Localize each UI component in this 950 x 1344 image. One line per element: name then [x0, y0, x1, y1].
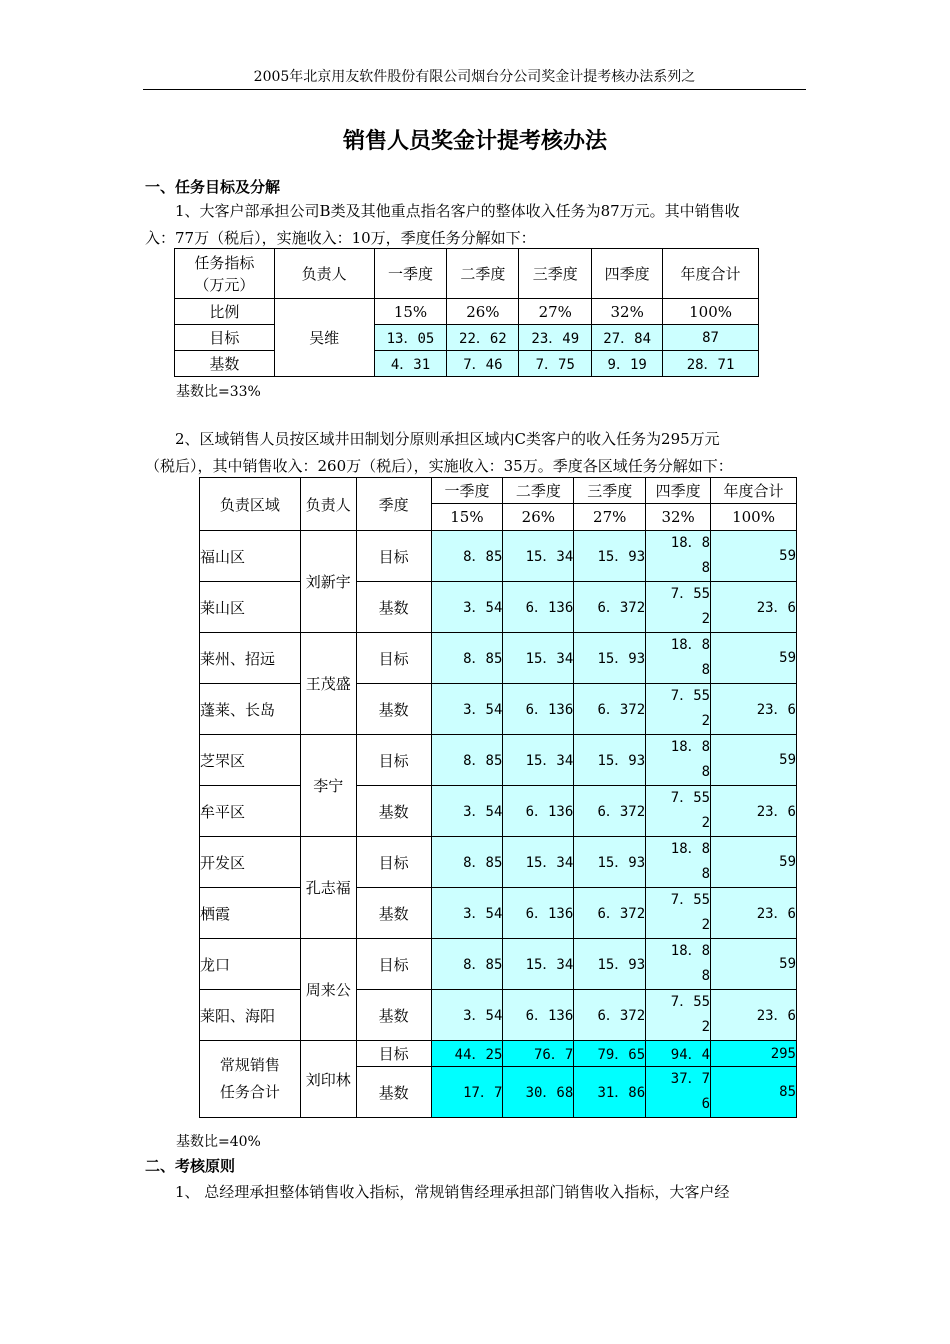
- cell: 3．54: [431, 990, 503, 1041]
- table-row: [200, 837, 797, 888]
- para2-line1: 2、区域销售人员按区域井田制划分原则承担区域内C类客户的收入任务为295万元: [175, 430, 720, 448]
- cell: 8．85: [431, 939, 503, 990]
- cell: 8．85: [431, 837, 503, 888]
- cell: 94．4: [646, 1041, 711, 1067]
- q4-part: 18．8: [670, 739, 711, 755]
- cell: 59: [711, 633, 797, 684]
- header-season: 季度: [356, 478, 431, 531]
- summary-type: 基数: [356, 1067, 431, 1118]
- owner-cell: 周来公: [300, 939, 356, 1041]
- cell: 32%: [592, 299, 663, 325]
- table-row: [200, 684, 797, 735]
- q4-part: 8: [701, 662, 711, 678]
- page-title: 销售人员奖金计提考核办法: [342, 129, 607, 154]
- cell: 17．7: [431, 1067, 503, 1118]
- season-type: 目标: [356, 633, 431, 684]
- season-type: 基数: [356, 888, 431, 939]
- header-q4: 四季度: [646, 478, 711, 504]
- cell: 15．34: [503, 531, 574, 582]
- header-owner: 负责人: [300, 478, 356, 531]
- table-row: [200, 633, 797, 684]
- pct-q2: 26%: [503, 504, 574, 531]
- cell: 23．6: [711, 684, 797, 735]
- cell: 15．34: [503, 735, 574, 786]
- season-type: 目标: [356, 735, 431, 786]
- pct-q3: 27%: [574, 504, 646, 531]
- season-type: 基数: [356, 990, 431, 1041]
- para1-line1: 1、大客户部承担公司B类及其他重点指名客户的整体收入任务为87万元。其中销售收: [175, 202, 740, 220]
- cell: 3．54: [431, 786, 503, 837]
- region-body: [200, 531, 797, 1041]
- section1-para2: [145, 426, 815, 480]
- cell: 26%: [447, 299, 519, 325]
- area-cell: 芝罘区: [200, 735, 301, 786]
- cell: 79．65: [574, 1041, 646, 1067]
- cell: 6．372: [574, 582, 646, 633]
- q4-part: 6: [701, 1096, 711, 1112]
- cell: 13．05: [374, 325, 447, 351]
- cell: [646, 735, 711, 786]
- table-row: [175, 351, 759, 377]
- cell: 6．372: [574, 684, 646, 735]
- cell: 15．34: [503, 939, 574, 990]
- cell: 3．54: [431, 684, 503, 735]
- q4-part: 8: [701, 866, 711, 882]
- cell: [646, 633, 711, 684]
- header-q3: 三季度: [574, 478, 646, 504]
- cell: [646, 939, 711, 990]
- q4-part: 18．8: [670, 841, 711, 857]
- q4-part: 2: [701, 1019, 711, 1035]
- area-cell: 莱山区: [200, 582, 301, 633]
- header-q1: 一季度: [374, 249, 447, 299]
- pct-total: 100%: [711, 504, 797, 531]
- q4-part: 7．55: [670, 994, 711, 1010]
- pct-q4: 32%: [646, 504, 711, 531]
- cell: 3．54: [431, 582, 503, 633]
- cell: 59: [711, 939, 797, 990]
- cell: 6．136: [503, 582, 574, 633]
- cell: [646, 990, 711, 1041]
- cell: [646, 582, 711, 633]
- cell: 6．136: [503, 786, 574, 837]
- cell: 9．19: [592, 351, 663, 377]
- summary-type: 目标: [356, 1041, 431, 1067]
- area-cell: 开发区: [200, 837, 301, 888]
- q4-part: 7．55: [670, 790, 711, 806]
- header-q1: 一季度: [431, 478, 503, 504]
- q4-part: 18．8: [670, 943, 711, 959]
- owner-cell: 王茂盛: [300, 633, 356, 735]
- para1-line2: 入：77万（税后），实施收入：10万，季度任务分解如下：: [145, 229, 536, 247]
- table-row: [200, 531, 797, 582]
- season-type: 目标: [356, 837, 431, 888]
- table-row: [200, 735, 797, 786]
- header-task-item: 任务指标 （万元）: [175, 249, 275, 299]
- table-row: [200, 888, 797, 939]
- cell: 6．136: [503, 888, 574, 939]
- q4-part: 2: [701, 713, 711, 729]
- cell: 23．6: [711, 786, 797, 837]
- cell: 23．6: [711, 582, 797, 633]
- owner-cell: 吴维: [274, 299, 374, 377]
- table-row: [200, 582, 797, 633]
- q4-part: 7．55: [670, 892, 711, 908]
- section1-heading: 一、任务目标及分解: [145, 178, 281, 196]
- cell: 27%: [519, 299, 592, 325]
- header-owner: 负责人: [274, 249, 374, 299]
- cell: 7．46: [447, 351, 519, 377]
- cell: 31．86: [574, 1067, 646, 1118]
- cell: 30．68: [503, 1067, 574, 1118]
- cell: [646, 684, 711, 735]
- cell: 15．93: [574, 531, 646, 582]
- cell: 23．6: [711, 990, 797, 1041]
- q4-part: 7．55: [670, 688, 711, 704]
- cell: 15．93: [574, 735, 646, 786]
- area-cell: 莱阳、海阳: [200, 990, 301, 1041]
- pct-q1: 15%: [431, 504, 503, 531]
- cell: 8．85: [431, 531, 503, 582]
- cell: 8．85: [431, 735, 503, 786]
- cell: 59: [711, 531, 797, 582]
- cell: 87: [663, 325, 759, 351]
- base-ratio-2: 基数比=40%: [176, 1134, 261, 1150]
- cell: 22．62: [447, 325, 519, 351]
- q4-part: 18．8: [670, 637, 711, 653]
- q4-part: 8: [701, 764, 711, 780]
- cell: 23．6: [711, 888, 797, 939]
- cell: 7．75: [519, 351, 592, 377]
- summary-row-target: [200, 1041, 797, 1067]
- cell: 15%: [374, 299, 447, 325]
- section1-para1: [145, 198, 815, 252]
- season-type: 目标: [356, 939, 431, 990]
- cell: [646, 786, 711, 837]
- table-row: [175, 325, 759, 351]
- cell: [646, 1067, 711, 1118]
- header-q3: 三季度: [519, 249, 592, 299]
- cell: 27．84: [592, 325, 663, 351]
- table-row: [200, 939, 797, 990]
- season-type: 基数: [356, 684, 431, 735]
- header-total: 年度合计: [663, 249, 759, 299]
- cell: 6．136: [503, 684, 574, 735]
- table-row: [175, 299, 759, 325]
- quarterly-target-table: [174, 248, 759, 377]
- cell: [646, 837, 711, 888]
- header-area: 负责区域: [200, 478, 301, 531]
- cell: 6．372: [574, 990, 646, 1041]
- season-type: 基数: [356, 582, 431, 633]
- cell: 15．34: [503, 633, 574, 684]
- q4-part: 2: [701, 917, 711, 933]
- summary-owner: 刘印林: [300, 1041, 356, 1118]
- cell: 8．85: [431, 633, 503, 684]
- cell: 44．25: [431, 1041, 503, 1067]
- owner-cell: 刘新宇: [300, 531, 356, 633]
- cell: 6．372: [574, 786, 646, 837]
- owner-cell: 李宁: [300, 735, 356, 837]
- q4-part: 8: [701, 560, 711, 576]
- q4-part: 2: [701, 611, 711, 627]
- cell: 6．372: [574, 888, 646, 939]
- header-q2: 二季度: [447, 249, 519, 299]
- area-cell: 牟平区: [200, 786, 301, 837]
- area-cell: 莱州、招远: [200, 633, 301, 684]
- cell: [646, 531, 711, 582]
- season-type: 基数: [356, 786, 431, 837]
- cell: 6．136: [503, 990, 574, 1041]
- cell: 59: [711, 735, 797, 786]
- header-q4: 四季度: [592, 249, 663, 299]
- header-total: 年度合计: [711, 478, 797, 504]
- cell: 15．93: [574, 939, 646, 990]
- area-cell: 栖霞: [200, 888, 301, 939]
- row-label: 目标: [175, 325, 275, 351]
- base-ratio-1: 基数比=33%: [176, 384, 261, 400]
- season-type: 目标: [356, 531, 431, 582]
- cell: 4．31: [374, 351, 447, 377]
- header-q2: 二季度: [503, 478, 574, 504]
- cell: 3．54: [431, 888, 503, 939]
- q4-part: 7．55: [670, 586, 711, 602]
- q4-part: 37．7: [670, 1071, 711, 1087]
- cell: 76．7: [503, 1041, 574, 1067]
- para2-line2: （税后），其中销售收入：260万（税后），实施收入：35万。季度各区域任务分解如下：: [145, 457, 733, 475]
- q4-part: 18．8: [670, 535, 711, 551]
- q4-part: 8: [701, 968, 711, 984]
- summary-label: 常规销售 任务合计: [200, 1041, 301, 1118]
- cell: 85: [711, 1067, 797, 1118]
- area-cell: 蓬莱、长岛: [200, 684, 301, 735]
- cell: 15．93: [574, 633, 646, 684]
- table-row: [200, 786, 797, 837]
- cell: 295: [711, 1041, 797, 1067]
- region-target-table: [199, 477, 797, 1118]
- row-label: 基数: [175, 351, 275, 377]
- cell: 23．49: [519, 325, 592, 351]
- section2-para1: 1、 总经理承担整体销售收入指标，常规销售经理承担部门销售收入指标，大客户经: [175, 1183, 730, 1201]
- cell: [646, 888, 711, 939]
- table-row: [200, 990, 797, 1041]
- section2-heading: 二、考核原则: [145, 1157, 236, 1175]
- cell: 59: [711, 837, 797, 888]
- area-cell: 福山区: [200, 531, 301, 582]
- cell: 28．71: [663, 351, 759, 377]
- q4-part: 2: [701, 815, 711, 831]
- owner-cell: 孔志福: [300, 837, 356, 939]
- document-header: 2005年北京用友软件股份有限公司烟台分公司奖金计提考核办法系列之: [143, 66, 806, 90]
- cell: 15．93: [574, 837, 646, 888]
- area-cell: 龙口: [200, 939, 301, 990]
- row-label: 比例: [175, 299, 275, 325]
- cell: 15．34: [503, 837, 574, 888]
- cell: 100%: [663, 299, 759, 325]
